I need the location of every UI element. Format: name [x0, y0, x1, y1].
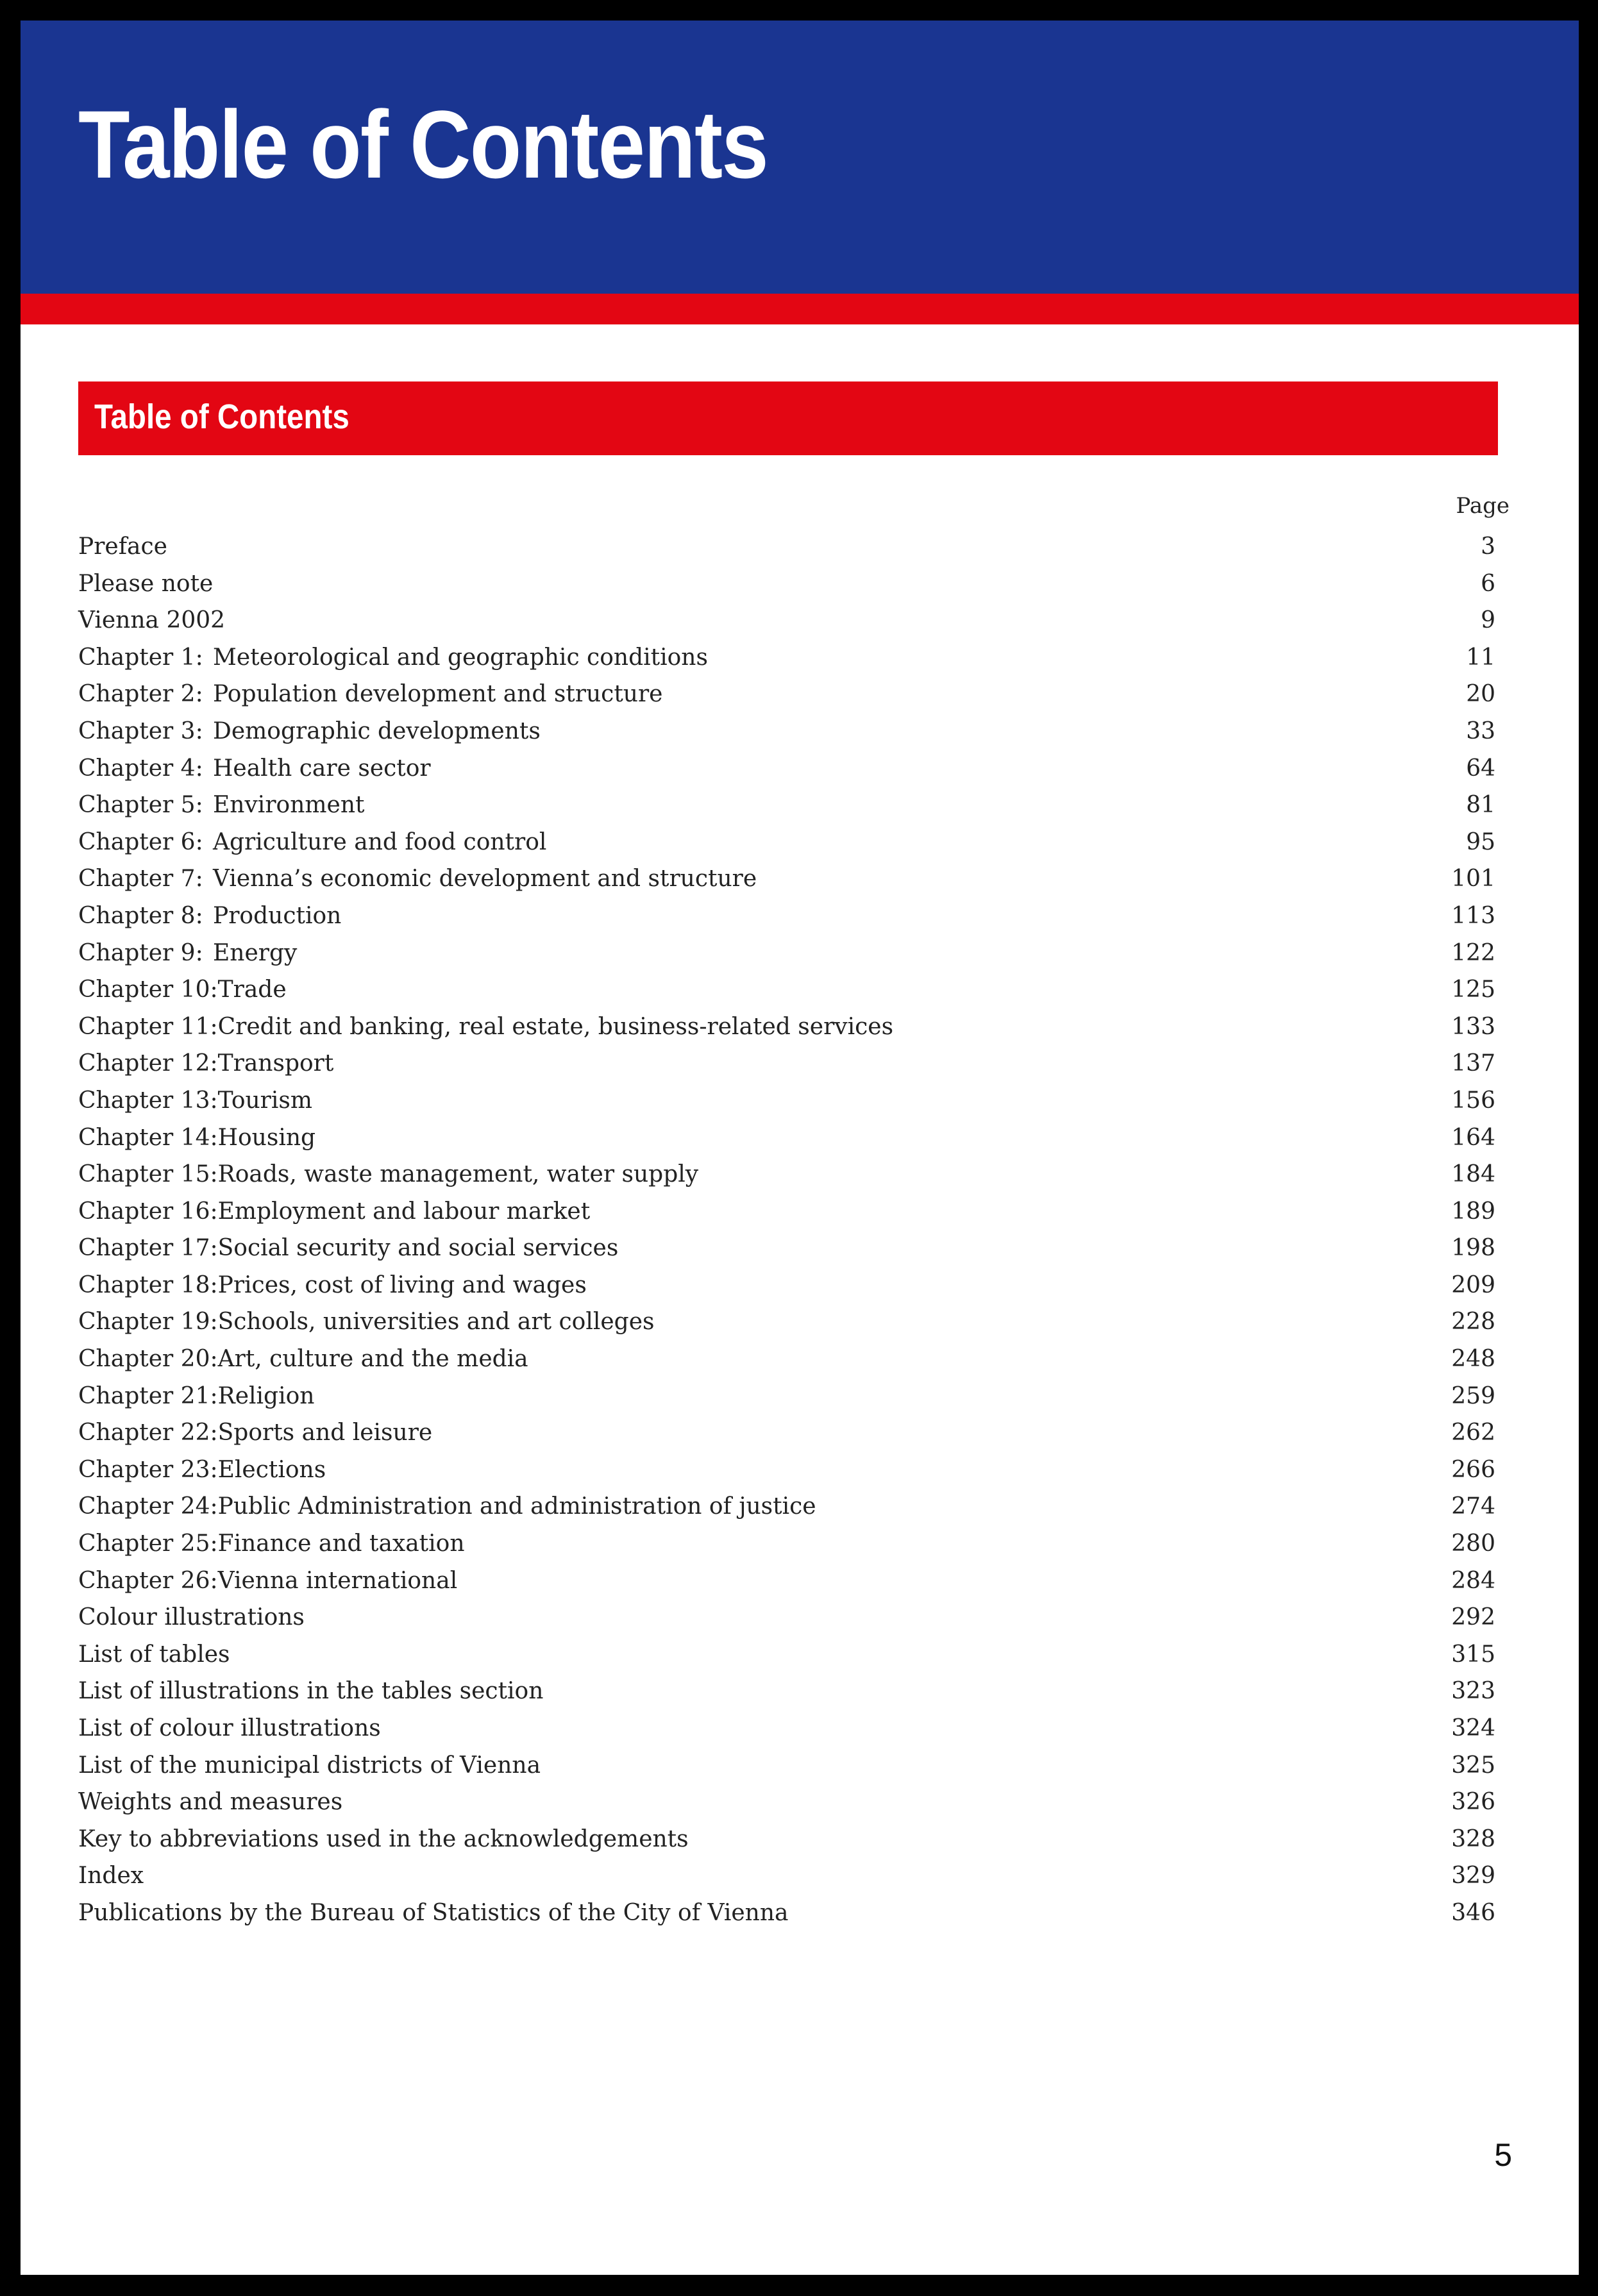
toc-page-number: 164 — [1451, 1124, 1495, 1151]
toc-entry-title: Vienna 2002 — [78, 607, 226, 634]
toc-page-number: 228 — [1451, 1309, 1495, 1336]
toc-page-number: 284 — [1451, 1567, 1495, 1594]
toc-entry-label — [78, 824, 546, 861]
toc-entry — [78, 1267, 1495, 1304]
toc-entry — [78, 1636, 1495, 1673]
toc-entry-title: Housing — [217, 1124, 316, 1151]
toc-page-number: 11 — [1466, 644, 1495, 671]
toc-entry — [78, 824, 1495, 861]
toc-entry-title: Public Administration and administration of justice — [217, 1493, 816, 1520]
toc-chapter-number: Chapter 25: — [78, 1530, 218, 1557]
toc-chapter-number: Chapter 9: — [78, 939, 203, 966]
banner-red-stripe — [21, 294, 1579, 324]
toc-entry-title: Energy — [213, 939, 298, 966]
toc-entry-label — [78, 1452, 326, 1489]
toc-entry — [78, 639, 1495, 676]
toc-entry — [78, 1599, 1495, 1636]
toc-entry-label — [78, 528, 167, 566]
toc-entry — [78, 1378, 1495, 1415]
toc-page-number: 113 — [1451, 902, 1495, 929]
toc-entry-label — [78, 639, 708, 676]
toc-chapter-number: Chapter 21: — [78, 1382, 218, 1409]
toc-entry-title: Finance and taxation — [217, 1530, 465, 1557]
toc-entry — [78, 1119, 1495, 1157]
toc-entry-title: Population development and structure — [213, 681, 663, 708]
toc-entry-label — [78, 1710, 381, 1747]
toc-entry-title: Colour illustrations — [78, 1604, 305, 1631]
document-page — [21, 21, 1579, 2275]
toc-entry-label — [78, 1821, 689, 1858]
header-banner — [21, 21, 1579, 294]
toc-entry — [78, 1009, 1495, 1046]
toc-page-number: 101 — [1451, 866, 1495, 892]
section-title: Table of Contents — [94, 398, 349, 436]
toc-entry-title: Environment — [213, 792, 365, 819]
toc-entry-label — [78, 1747, 541, 1784]
toc-entry-title: Prices, cost of living and wages — [217, 1271, 587, 1298]
toc-page-number: 122 — [1451, 939, 1495, 966]
toc-entry-title: List of colour illustrations — [78, 1715, 381, 1741]
toc-chapter-number: Chapter 23: — [78, 1456, 218, 1483]
toc-entry — [78, 935, 1495, 972]
toc-entry — [78, 787, 1495, 824]
toc-entry-title: Elections — [217, 1456, 326, 1483]
toc-entry-label — [78, 1636, 230, 1673]
toc-entry-title: Transport — [217, 1050, 334, 1077]
toc-entry — [78, 1045, 1495, 1082]
toc-chapter-number: Chapter 2: — [78, 681, 203, 708]
toc-entry — [78, 1341, 1495, 1378]
toc-chapter-number: Chapter 17: — [78, 1235, 218, 1262]
toc-chapter-number: Chapter 10: — [78, 976, 218, 1003]
toc-entry-title: Tourism — [217, 1087, 313, 1114]
toc-entry — [78, 1414, 1495, 1452]
toc-entry-label — [78, 1193, 590, 1230]
toc-entry — [78, 860, 1495, 898]
toc-entry-label — [78, 1414, 432, 1452]
toc-chapter-number: Chapter 19: — [78, 1309, 218, 1336]
banner-title: Table of Contents — [78, 90, 768, 198]
toc-page-number: 274 — [1451, 1493, 1495, 1520]
toc-entry — [78, 1673, 1495, 1710]
toc-list — [78, 528, 1495, 1932]
toc-page-number: 262 — [1451, 1420, 1495, 1446]
toc-chapter-number: Chapter 8: — [78, 902, 203, 929]
toc-chapter-number: Chapter 24: — [78, 1493, 218, 1520]
toc-page-number: 324 — [1451, 1715, 1495, 1741]
toc-entry-label — [78, 1009, 893, 1046]
toc-chapter-number: Chapter 5: — [78, 792, 203, 819]
toc-entry-label — [78, 713, 541, 750]
toc-chapter-number: Chapter 3: — [78, 717, 203, 744]
toc-page-number: 325 — [1451, 1752, 1495, 1779]
toc-page-number: 315 — [1451, 1641, 1495, 1668]
toc-page-number: 95 — [1466, 828, 1495, 855]
toc-entry — [78, 1303, 1495, 1341]
toc-entry-label — [78, 1525, 465, 1563]
toc-entry-title: Sports and leisure — [217, 1420, 433, 1446]
toc-page-number: 248 — [1451, 1346, 1495, 1373]
toc-entry-label — [78, 1857, 144, 1895]
toc-entry — [78, 566, 1495, 603]
toc-chapter-number: Chapter 6: — [78, 828, 203, 855]
toc-entry-title: Vienna international — [217, 1567, 458, 1594]
toc-chapter-number: Chapter 22: — [78, 1420, 218, 1446]
toc-page-number: 266 — [1451, 1456, 1495, 1483]
toc-entry-title: Religion — [217, 1382, 315, 1409]
toc-entry-title: Production — [213, 902, 342, 929]
toc-entry-title: Please note — [78, 570, 214, 597]
toc-chapter-number: Chapter 1: — [78, 644, 203, 671]
toc-entry-title: Index — [78, 1863, 144, 1890]
toc-entry-label — [78, 935, 297, 972]
toc-entry — [78, 528, 1495, 566]
toc-entry-label — [78, 1045, 333, 1082]
toc-entry-title: Preface — [78, 533, 167, 560]
toc-entry — [78, 1857, 1495, 1895]
toc-entry-label — [78, 1082, 312, 1119]
toc-page-number: 137 — [1451, 1050, 1495, 1077]
toc-entry-label — [78, 1563, 457, 1600]
toc-page-number: 3 — [1481, 533, 1495, 560]
toc-entry — [78, 602, 1495, 639]
toc-entry — [78, 713, 1495, 750]
toc-entry — [78, 898, 1495, 935]
toc-entry-label — [78, 1267, 587, 1304]
toc-entry — [78, 1082, 1495, 1119]
toc-entry — [78, 1525, 1495, 1563]
toc-entry — [78, 676, 1495, 713]
toc-entry — [78, 750, 1495, 787]
toc-page-number: 328 — [1451, 1825, 1495, 1852]
toc-chapter-number: Chapter 20: — [78, 1346, 218, 1373]
toc-entry-label — [78, 1488, 816, 1525]
toc-page-number: 292 — [1451, 1604, 1495, 1631]
toc-chapter-number: Chapter 18: — [78, 1271, 218, 1298]
toc-page-number: 329 — [1451, 1863, 1495, 1890]
toc-entry-label — [78, 1341, 528, 1378]
toc-page-number: 209 — [1451, 1271, 1495, 1298]
toc-page-number: 81 — [1466, 792, 1495, 819]
toc-entry-title: Weights and measures — [78, 1789, 343, 1816]
toc-entry — [78, 1156, 1495, 1193]
toc-entry-label — [78, 971, 287, 1009]
toc-page-number: 33 — [1466, 717, 1495, 744]
toc-entry-title: Vienna’s economic development and structure — [213, 866, 757, 892]
toc-chapter-number: Chapter 11: — [78, 1013, 218, 1040]
toc-entry-label — [78, 1156, 698, 1193]
toc-page-number: 323 — [1451, 1678, 1495, 1705]
toc-chapter-number: Chapter 13: — [78, 1087, 218, 1114]
page-number: 5 — [1494, 2137, 1512, 2173]
toc-page-number: 326 — [1451, 1789, 1495, 1816]
toc-entry-title: Health care sector — [213, 755, 431, 782]
toc-entry — [78, 1895, 1495, 1932]
toc-entry-title: Schools, universities and art colleges — [217, 1309, 655, 1336]
toc-entry-title: List of tables — [78, 1641, 230, 1668]
toc-entry — [78, 971, 1495, 1009]
toc-entry-title: Demographic developments — [213, 717, 541, 744]
toc-entry-title: Art, culture and the media — [217, 1346, 528, 1373]
page-column-header: Page — [1456, 493, 1510, 519]
toc-page-number: 346 — [1451, 1899, 1495, 1926]
toc-page-number: 125 — [1451, 976, 1495, 1003]
toc-entry-title: List of the municipal districts of Vienna — [78, 1752, 541, 1779]
toc-entry — [78, 1710, 1495, 1747]
toc-entry — [78, 1784, 1495, 1821]
toc-entry — [78, 1452, 1495, 1489]
toc-entry-label — [78, 566, 213, 603]
toc-entry — [78, 1747, 1495, 1784]
toc-page-number: 184 — [1451, 1161, 1495, 1188]
toc-page-number: 20 — [1466, 681, 1495, 708]
toc-entry-label — [78, 1119, 315, 1157]
toc-entry — [78, 1488, 1495, 1525]
toc-entry — [78, 1563, 1495, 1600]
toc-chapter-number: Chapter 26: — [78, 1567, 218, 1594]
toc-entry-label — [78, 1378, 314, 1415]
toc-page-number: 156 — [1451, 1087, 1495, 1114]
toc-chapter-number: Chapter 7: — [78, 866, 203, 892]
toc-page-number: 189 — [1451, 1198, 1495, 1225]
section-header-bar — [78, 381, 1498, 455]
toc-entry-label — [78, 1303, 654, 1341]
toc-entry-title: Credit and banking, real estate, business-related services — [217, 1013, 894, 1040]
toc-entry — [78, 1821, 1495, 1858]
toc-page-number: 6 — [1481, 570, 1495, 597]
toc-entry-label — [78, 787, 364, 824]
toc-entry-label — [78, 1599, 305, 1636]
toc-entry-label — [78, 750, 431, 787]
toc-entry-label — [78, 676, 663, 713]
toc-entry-title: Social security and social services — [217, 1235, 619, 1262]
toc-entry-title: Key to abbreviations used in the acknowledgements — [78, 1825, 689, 1852]
toc-page-number: 64 — [1466, 755, 1495, 782]
toc-page-number: 9 — [1481, 607, 1495, 634]
toc-page-number: 133 — [1451, 1013, 1495, 1040]
toc-chapter-number: Chapter 12: — [78, 1050, 218, 1077]
toc-entry-title: Trade — [217, 976, 287, 1003]
toc-chapter-number: Chapter 4: — [78, 755, 203, 782]
toc-entry-label — [78, 898, 341, 935]
toc-entry-title: Publications by the Bureau of Statistics of the City of Vienna — [78, 1899, 789, 1926]
toc-entry-label — [78, 1895, 789, 1932]
toc-page-number: 280 — [1451, 1530, 1495, 1557]
toc-entry — [78, 1193, 1495, 1230]
toc-chapter-number: Chapter 15: — [78, 1161, 218, 1188]
toc-entry-label — [78, 1784, 342, 1821]
toc-entry-label — [78, 602, 225, 639]
toc-entry-title: Roads, waste management, water supply — [217, 1161, 699, 1188]
toc-entry-title: List of illustrations in the tables section — [78, 1678, 544, 1705]
toc-entry — [78, 1230, 1495, 1267]
toc-entry-title: Agriculture and food control — [213, 828, 547, 855]
toc-entry-label — [78, 1673, 543, 1710]
toc-entry-label — [78, 1230, 618, 1267]
toc-page-number: 259 — [1451, 1382, 1495, 1409]
toc-chapter-number: Chapter 16: — [78, 1198, 218, 1225]
toc-page-number: 198 — [1451, 1235, 1495, 1262]
toc-chapter-number: Chapter 14: — [78, 1124, 218, 1151]
toc-entry-title: Employment and labour market — [217, 1198, 591, 1225]
toc-entry-label — [78, 860, 757, 898]
toc-entry-title: Meteorological and geographic conditions — [213, 644, 708, 671]
